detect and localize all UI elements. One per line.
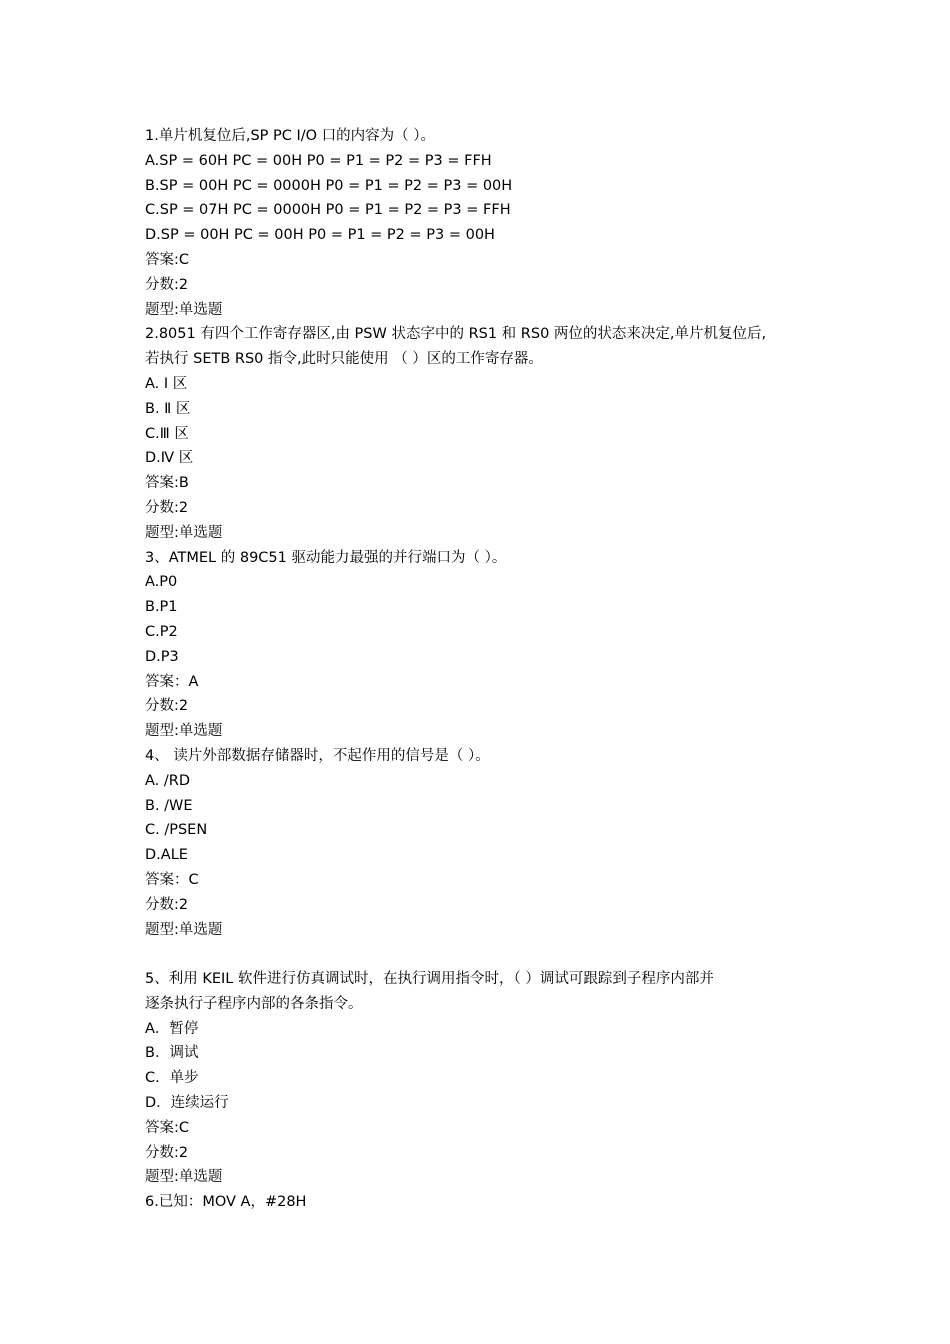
option-a: A. Ⅰ 区 — [145, 375, 188, 392]
option-b: B.SP = 00H PC = 0000H P0 = P1 = P2 = P3 = 00H — [145, 177, 513, 194]
score-line: 分数:2 — [145, 499, 189, 516]
question-6 — [145, 1190, 825, 1215]
option-b: B．调试 — [145, 1045, 199, 1062]
option-a: A. /RD — [145, 772, 191, 789]
score-line: 分数:2 — [145, 896, 189, 913]
option-b: B. /WE — [145, 797, 193, 814]
document-page — [145, 124, 825, 1215]
question-4 — [145, 744, 825, 942]
answer-line: 答案:C — [145, 1119, 190, 1136]
option-d: D.P3 — [145, 648, 179, 665]
option-c: C.Ⅲ 区 — [145, 425, 189, 442]
question-stem: 2.8051 有四个工作寄存器区,由 PSW 状态字中的 RS1 和 RS0 两位的状态来决定,单片机复位后, — [145, 326, 767, 343]
question-stem-continued: 若执行 SETB RS0 指令,此时只能使用 （ ）区的工作寄存器。 — [145, 351, 543, 368]
answer-line: 答案：C — [145, 871, 199, 888]
option-b: B.P1 — [145, 599, 178, 616]
option-d: D．连续运行 — [145, 1095, 229, 1112]
question-5 — [145, 967, 825, 1190]
type-line: 题型:单选题 — [145, 1169, 223, 1186]
option-c: C.SP = 07H PC = 0000H P0 = P1 = P2 = P3 = FFH — [145, 202, 511, 219]
type-line: 题型:单选题 — [145, 301, 223, 318]
option-d: D.SP = 00H PC = 00H P0 = P1 = P2 = P3 = 00H — [145, 227, 495, 244]
option-c: C. /PSEN — [145, 822, 208, 839]
question-stem: 1.单片机复位后,SP PC I/O 口的内容为（ ）。 — [145, 128, 436, 144]
question-1 — [145, 124, 825, 322]
score-line: 分数:2 — [145, 1144, 189, 1161]
answer-line: 答案:B — [145, 475, 189, 492]
option-c: C.P2 — [145, 623, 178, 640]
type-line: 题型:单选题 — [145, 723, 223, 740]
option-a: A.P0 — [145, 574, 178, 591]
option-a: A.SP = 60H PC = 00H P0 = P1 = P2 = P3 = FFH — [145, 152, 492, 169]
type-line: 题型:单选题 — [145, 921, 223, 938]
question-stem: 5、利用 KEIL 软件进行仿真调试时，在执行调用指令时，（ ）调试可跟踪到子程序内部并 — [145, 971, 714, 988]
type-line: 题型:单选题 — [145, 524, 223, 541]
option-b: B. Ⅱ 区 — [145, 400, 191, 417]
option-c: C．单步 — [145, 1070, 199, 1087]
option-d: D.Ⅳ 区 — [145, 450, 194, 467]
answer-line: 答案：A — [145, 673, 199, 690]
score-line: 分数:2 — [145, 698, 189, 715]
score-line: 分数:2 — [145, 276, 189, 293]
question-stem-continued: 逐条执行子程序内部的各条指令。 — [145, 995, 363, 1012]
empty-paragraph — [145, 942, 825, 967]
question-3 — [145, 546, 825, 744]
question-stem: 4、 读片外部数据存储器时，不起作用的信号是（ ）。 — [145, 747, 490, 764]
question-2 — [145, 322, 825, 545]
question-stem: 3、ATMEL 的 89C51 驱动能力最强的并行端口为（ ）。 — [145, 549, 507, 566]
answer-line: 答案:C — [145, 251, 190, 268]
option-a: A．暂停 — [145, 1020, 199, 1037]
option-d: D.ALE — [145, 847, 188, 864]
question-stem: 6.已知：MOV A，#28H — [145, 1194, 307, 1211]
